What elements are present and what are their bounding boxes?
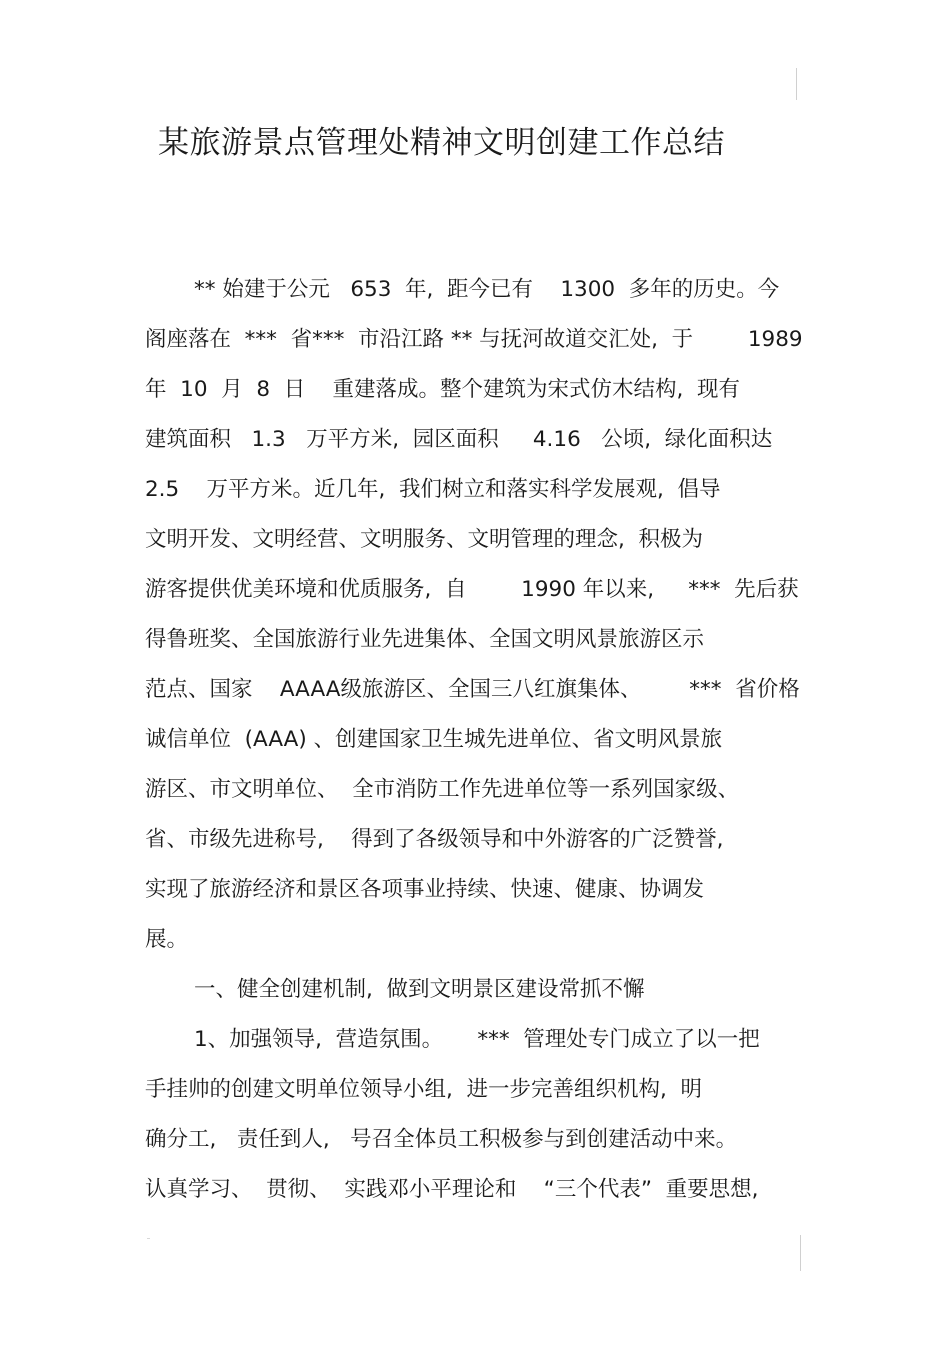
body-text-line: ** 始建于公元 653 年, 距今已有 1300 多年的历史。今 [194,277,780,302]
body-text-line: 文明开发、文明经营、文明服务、文明管理的理念, 积极为 [145,527,704,552]
body-text-line: 手挂帅的创建文明单位领导小组, 进一步完善组织机构, 明 [145,1077,703,1102]
body-text-line: 游区、市文明单位、 全市消防工作先进单位等一系列国家级、 [145,777,740,802]
body-text-line: 展。 [145,927,189,952]
body-text-line: 诚信单位 (AAA) 、创建国家卫生城先进单位、省文明风景旅 [145,727,723,752]
page-edge-mark-bottom [800,1235,801,1271]
body-text-line: 一、健全创建机制, 做到文明景区建设常抓不懈 [194,977,645,1002]
document-body [145,270,825,1220]
body-text-line: 得鲁班奖、全国旅游行业先进集体、全国文明风景旅游区示 [145,627,705,652]
page-edge-mark-dot [147,1238,150,1239]
body-text-line: 阁座落在 *** 省*** 市沿江路 ** 与抚河故道交汇处, 于 1989 [145,327,803,352]
document-title: 某旅游景点管理处精神文明创建工作总结 [158,125,725,161]
page-edge-mark-top [796,68,797,100]
body-text-line: 建筑面积 1.3 万平方米, 园区面积 4.16 公顷, 绿化面积达 [145,427,773,452]
body-text-line: 范点、国家 AAAA级旅游区、全国三八红旗集体、 *** 省价格 [145,677,800,702]
body-text-line: 确分工, 责任到人, 号召全体员工积极参与到创建活动中来。 [145,1127,738,1152]
body-text-line: 年 10 月 8 日 重建落成。整个建筑为宋式仿木结构, 现有 [145,377,741,402]
body-text-line: 认真学习、 贯彻、 实践邓小平理论和 “三个代表” 重要思想, [145,1177,759,1202]
body-text-line: 1、加强领导, 营造氛围。 *** 管理处专门成立了以一把 [194,1027,760,1052]
body-text-line: 省、市级先进称号, 得到了各级领导和中外游客的广泛赞誉, [145,827,724,852]
body-text-line: 实现了旅游经济和景区各项事业持续、快速、健康、协调发 [145,877,705,902]
body-text-line: 2.5 万平方米。近几年, 我们树立和落实科学发展观, 倡导 [145,477,721,502]
body-text-line: 游客提供优美环境和优质服务, 自 1990 年以来, *** 先后获 [145,577,799,602]
